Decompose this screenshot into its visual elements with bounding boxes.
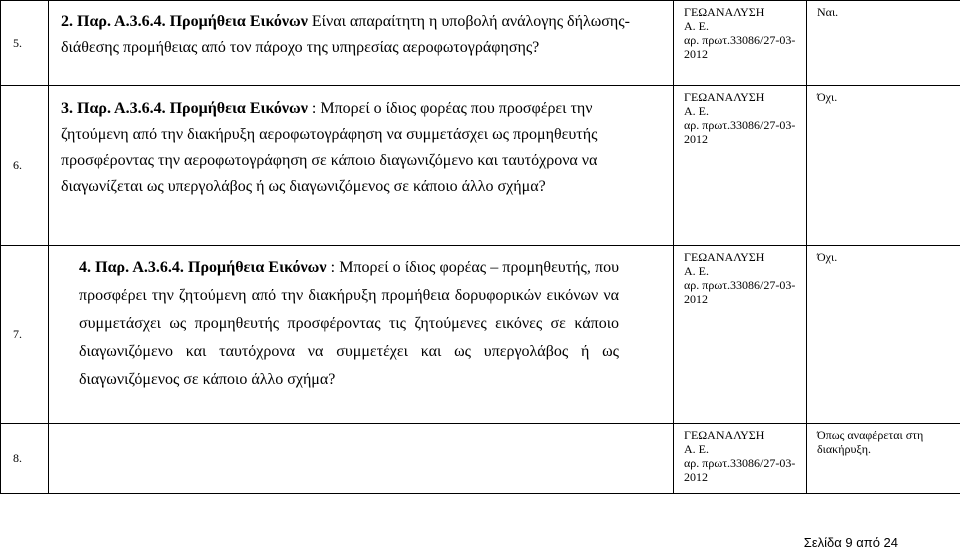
source-cell (674, 246, 807, 424)
question-heading: 3. Παρ. Α.3.6.4. Προμήθεια Εικόνων (61, 100, 308, 117)
source-year: 2012 (684, 132, 806, 146)
source-cell (674, 86, 807, 246)
source-cell (674, 1, 807, 86)
table-row (1, 424, 960, 494)
row-number: 8. (1, 424, 49, 494)
source-company-type: Α. Ε. (684, 442, 806, 456)
source-company: ΓΕΩΑΝΑΛΥΣΗ (684, 5, 806, 19)
source-company: ΓΕΩΑΝΑΛΥΣΗ (684, 428, 806, 442)
question-heading: 4. Παρ. Α.3.6.4. Προμήθεια Εικόνων (79, 259, 326, 276)
source-year: 2012 (684, 470, 806, 484)
source-cell (674, 424, 807, 494)
source-year: 2012 (684, 292, 806, 306)
row-number: 5. (1, 1, 49, 86)
question-cell (49, 1, 674, 86)
table-row (1, 246, 960, 424)
answer-cell: Ναι. (807, 1, 960, 86)
table-row (1, 1, 960, 86)
question-text (61, 96, 621, 200)
row-number: 7. (1, 246, 49, 424)
row-number: 6. (1, 86, 49, 246)
question-body: Είναι απαραίτητη η υποβολή ανάλογης δήλωσης-διάθεσης προμήθειας από τον πάροχο της υπηρεσίας αεροφωτογράφησης? (61, 13, 630, 56)
answer-cell: Όχι. (807, 86, 960, 246)
question-text (79, 254, 619, 394)
question-body: : Μπορεί ο ίδιος φορέας που προσφέρει την ζητούμενη από την διακήρυξη αεροφωτογράφηση να συμμετάσχει ως προμηθευτής προσφέροντας την αεροφωτογράφηση σε κάποιο διαγωνιζόμενο και ταυτόχρονα να διαγωνίζεται ως υπεργολάβος ή ως διαγωνιζόμενος σε κάποιο άλλο σχήμα? (61, 100, 597, 195)
answer-cell: Όπως αναφέρεται στη διακήρυξη. (807, 424, 960, 494)
source-protocol: αρ. πρωτ.33086/27-03- (684, 456, 806, 470)
source-company: ΓΕΩΑΝΑΛΥΣΗ (684, 90, 806, 104)
source-protocol: αρ. πρωτ.33086/27-03- (684, 33, 806, 47)
question-cell (49, 246, 674, 424)
source-company-type: Α. Ε. (684, 104, 806, 118)
page-number-footer: Σελίδα 9 από 24 (804, 535, 898, 550)
source-company-type: Α. Ε. (684, 264, 806, 278)
question-body: : Μπορεί ο ίδιος φορέας – προμηθευτής, που προσφέρει την ζητούμενη από την διακήρυξη προμήθεια δορυφορικών εικόνων να συμμετάσχει ως προμηθευτής προσφέροντας τις ζητούμενες εικόνες σε κάποιο διαγωνιζόμενο και ταυτόχρονα να συμμετέχει και ως υπεργολάβος ή ως διαγωνιζόμενος σε κάποιο άλλο σχήμα? (79, 259, 619, 388)
question-cell (49, 86, 674, 246)
question-cell (49, 424, 674, 494)
source-company-type: Α. Ε. (684, 19, 806, 33)
question-text (61, 9, 661, 61)
table-row (1, 86, 960, 246)
source-protocol: αρ. πρωτ.33086/27-03- (684, 278, 806, 292)
source-company: ΓΕΩΑΝΑΛΥΣΗ (684, 250, 806, 264)
question-heading: 2. Παρ. Α.3.6.4. Προμήθεια Εικόνων (61, 13, 308, 30)
source-year: 2012 (684, 47, 806, 61)
source-protocol: αρ. πρωτ.33086/27-03- (684, 118, 806, 132)
answer-cell: Όχι. (807, 246, 960, 424)
